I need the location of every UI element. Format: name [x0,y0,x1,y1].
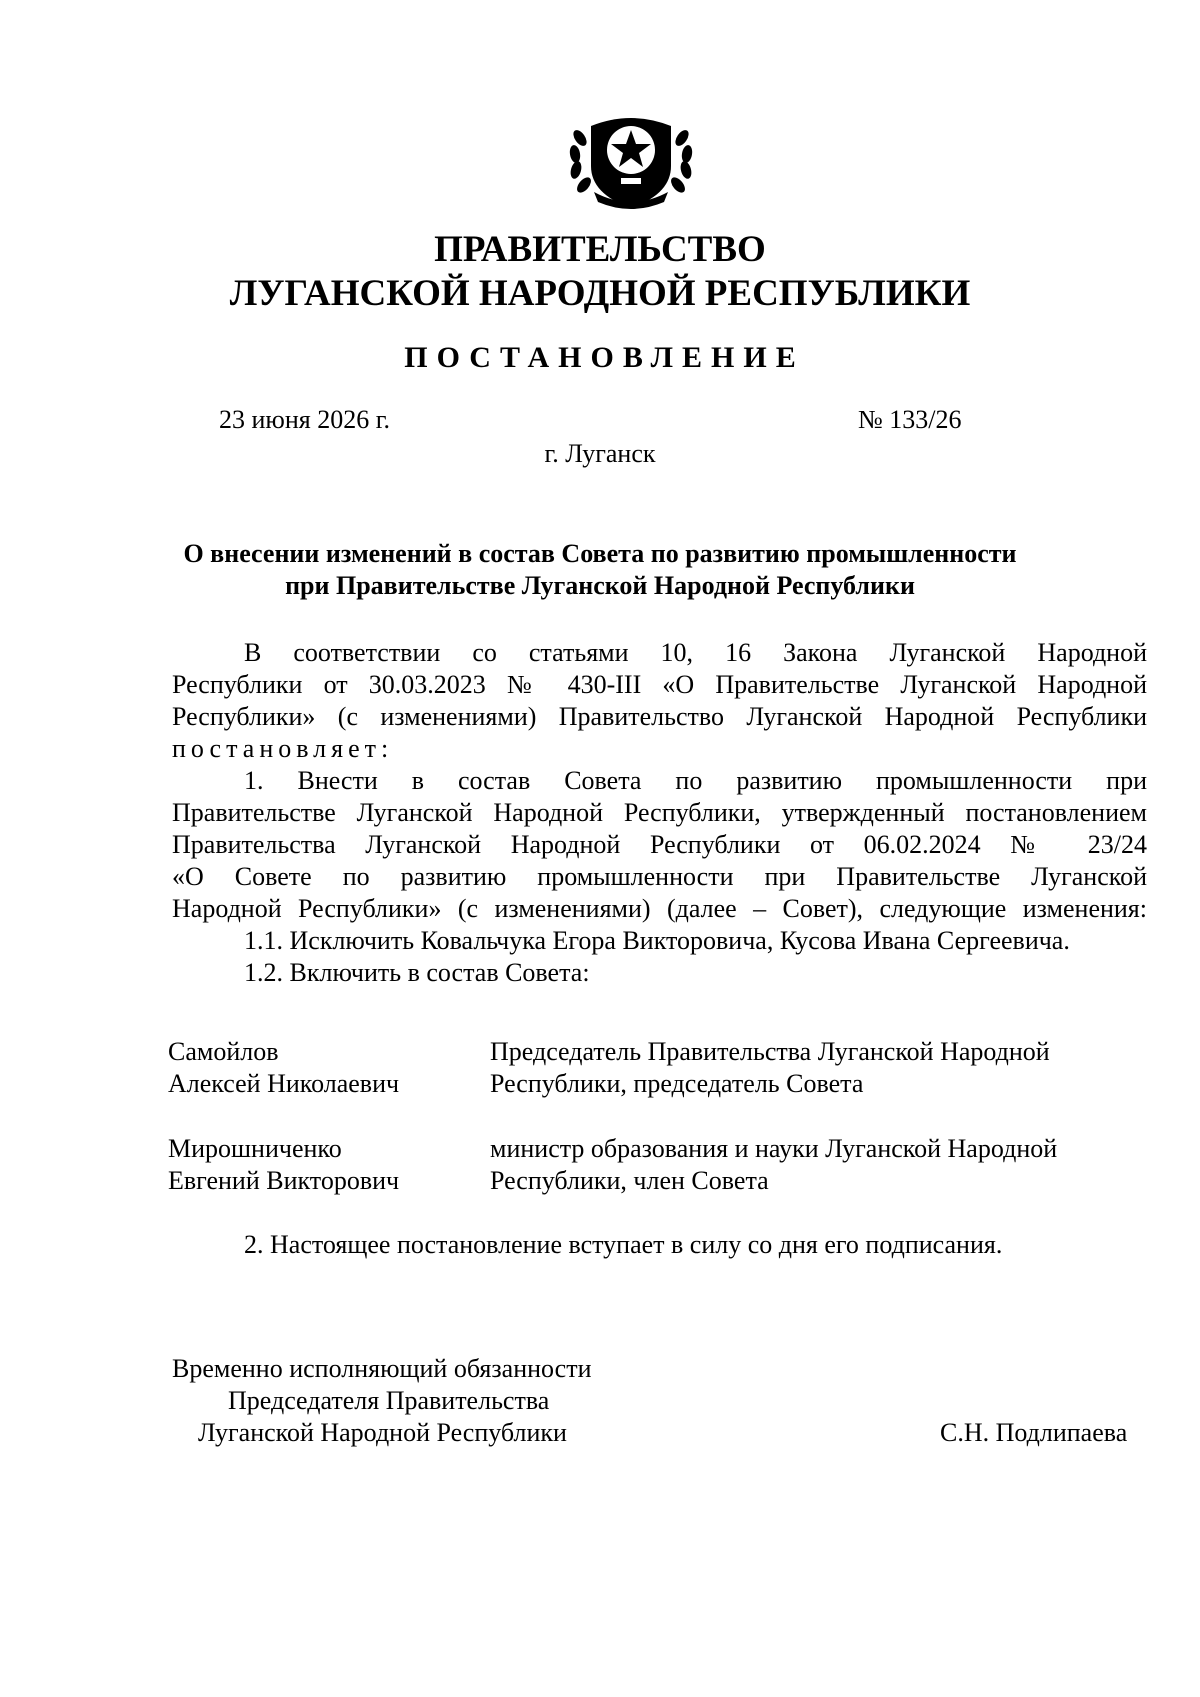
member-surname: Самойлов [168,1037,279,1066]
subject-line-2: при Правительстве Луганской Народной Республики [285,571,915,600]
signatory-title-line-2: Председателя Правительства [228,1386,550,1415]
body-line: В соответствии со статьями 10, 16 Закона Луганской Народной [244,638,1147,667]
body-line: 1.1. Исключить Ковальчука Егора Викторовича, Кусова Ивана Сергеевича. [244,926,1070,955]
luhansk-coat-of-arms-icon [566,108,696,212]
body-line: Правительства Луганской Народной Республики от 06.02.2024 № 23/24 [172,830,1147,859]
document-type: ПОСТАНОВЛЕНИЕ [404,341,805,374]
organization-name-line-2: ЛУГАНСКОЙ НАРОДНОЙ РЕСПУБЛИКИ [229,273,971,314]
document-number: № 133/26 [858,405,962,434]
member-given-names: Алексей Николаевич [168,1069,400,1098]
subject-line-1: О внесении изменений в состав Совета по развитию промышленности [183,539,1017,568]
signatory-name: С.Н. Подлипаева [940,1418,1128,1447]
body-line: Народной Республики» (с изменениями) (далее – Совет), следующие изменения: [172,894,1147,923]
document-date: 23 июня 2026 г. [219,405,390,434]
signatory-title-line-3: Луганской Народной Республики [198,1418,567,1447]
signatory-title-line-1: Временно исполняющий обязанности [172,1354,592,1383]
member-surname: Мирошниченко [168,1134,342,1163]
clause-2: 2. Настоящее постановление вступает в силу со дня его подписания. [244,1230,1003,1259]
member-role-line-2: Республики, председатель Совета [490,1069,864,1098]
body-line: 1. Внести в состав Совета по развитию промышленности при [244,766,1147,795]
member-given-names: Евгений Викторович [168,1166,400,1195]
body-line: постановляет: [172,734,394,763]
body-line: 1.2. Включить в состав Совета: [244,958,590,987]
body-line: Республики» (с изменениями) Правительство Луганской Народной Республики [172,702,1147,731]
body-line: Республики от 30.03.2023 № 430-III «О Правительстве Луганской Народной [172,670,1147,699]
member-role-line-1: министр образования и науки Луганской Народной [490,1134,1058,1163]
member-role-line-1: Председатель Правительства Луганской Народной [490,1037,1050,1066]
document-city: г. Луганск [544,439,656,468]
body-line: «О Совете по развитию промышленности при Правительстве Луганской [172,862,1147,891]
body-line: Правительстве Луганской Народной Республики, утвержденный постановлением [172,798,1147,827]
member-role-line-2: Республики, член Совета [490,1166,769,1195]
organization-name-line-1: ПРАВИТЕЛЬСТВО [434,229,766,270]
